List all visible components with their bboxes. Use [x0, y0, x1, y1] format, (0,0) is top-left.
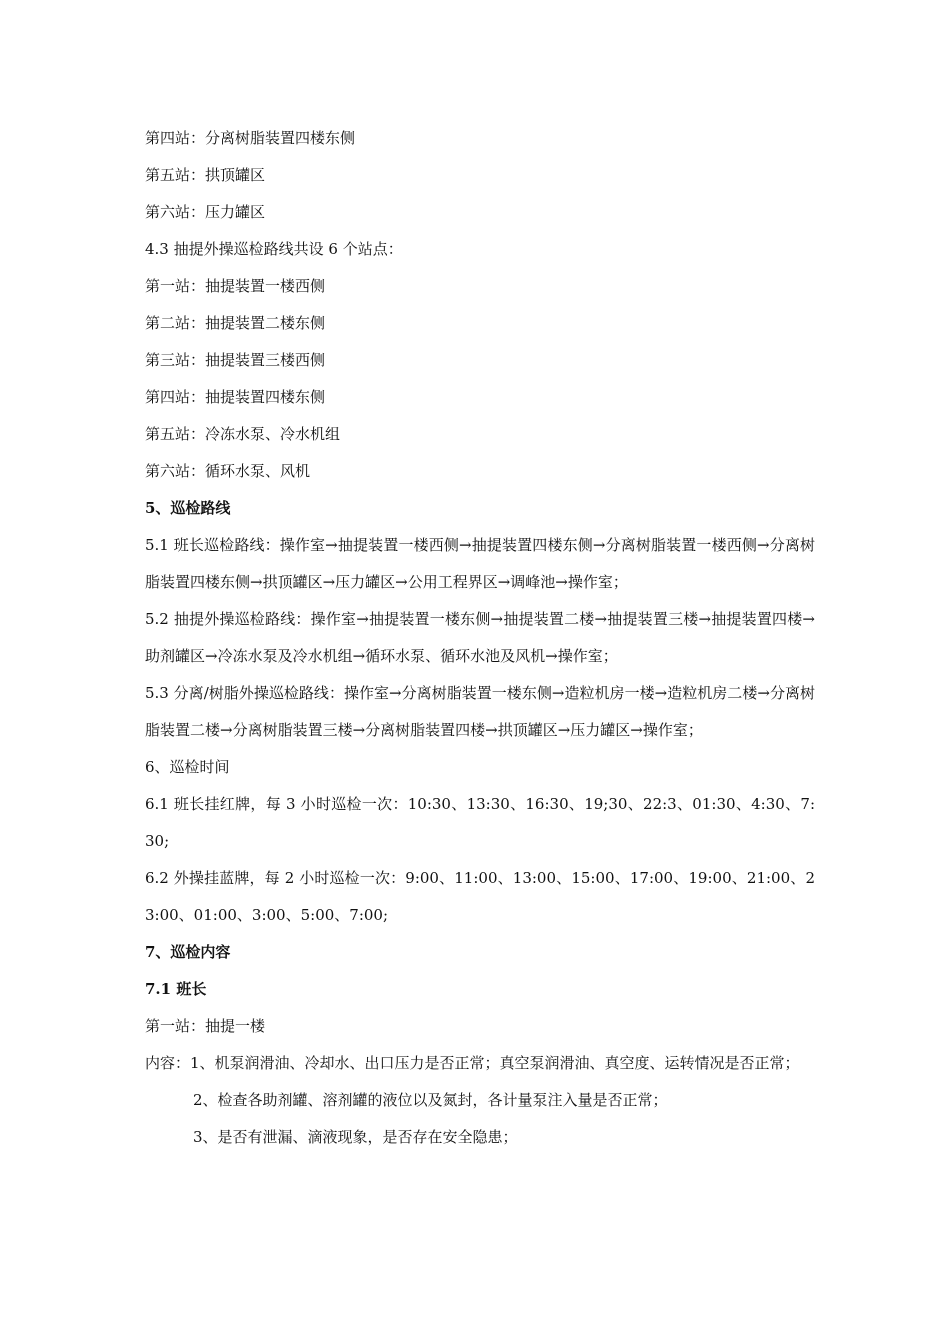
text-line: 2、检查各助剂罐、溶剂罐的液位以及氮封，各计量泵注入量是否正常；: [193, 1091, 668, 1109]
section-heading: 7、巡检内容: [145, 943, 231, 961]
text-line: 第一站：抽提一楼: [145, 1017, 266, 1035]
section-heading: 5、巡检路线: [145, 499, 231, 517]
text-paragraph: 5.3 分离/树脂外操巡检路线：操作室→分离树脂装置一楼东侧→造粒机房一楼→造粒机房二楼→分离树脂装置二楼→分离树脂装置三楼→分离树脂装置四楼→拱顶罐区→压力罐区→操作室；: [145, 684, 815, 739]
text-line: 第四站：抽提装置四楼东侧: [145, 388, 326, 406]
section-heading: 6、巡检时间: [145, 758, 230, 776]
text-paragraph: 内容：1、机泵润滑油、冷却水、出口压力是否正常；真空泵润滑油、真空度、运转情况是否正常；: [145, 1054, 800, 1072]
subsection-heading: 7.1 班长: [145, 980, 207, 998]
text-paragraph: 6.2 外操挂蓝牌，每 2 小时巡检一次：9:00、11:00、13:00、15:00、17:00、19:00、21:00、23:00、01:00、3:00、5:00、7:00;: [145, 869, 815, 924]
text-paragraph: 5.1 班长巡检路线：操作室→抽提装置一楼西侧→抽提装置四楼东侧→分离树脂装置一楼西侧→分离树脂装置四楼东侧→拱顶罐区→压力罐区→公用工程界区→调峰池→操作室；: [145, 536, 815, 591]
text-line: 4.3 抽提外操巡检路线共设 6 个站点：: [145, 240, 403, 258]
text-line: 第四站：分离树脂装置四楼东侧: [145, 129, 356, 147]
text-paragraph: 5.2 抽提外操巡检路线：操作室→抽提装置一楼东侧→抽提装置二楼→抽提装置三楼→抽提装置四楼→助剂罐区→冷冻水泵及冷水机组→循环水泵、循环水池及风机→操作室；: [145, 610, 815, 665]
text-line: 第一站：抽提装置一楼西侧: [145, 277, 326, 295]
text-line: 第三站：抽提装置三楼西侧: [145, 351, 326, 369]
text-line: 第六站：循环水泵、风机: [145, 462, 311, 480]
text-paragraph: 6.1 班长挂红牌，每 3 小时巡检一次：10:30、13:30、16:30、19;30、22:3、01:30、4:30、7:30;: [145, 795, 815, 850]
text-line: 3、是否有泄漏、滴液现象，是否存在安全隐患；: [193, 1128, 518, 1146]
text-line: 第二站：抽提装置二楼东侧: [145, 314, 326, 332]
text-line: 第五站：冷冻水泵、冷水机组: [145, 425, 341, 443]
text-line: 第五站：拱顶罐区: [145, 166, 266, 184]
document-body: [145, 120, 815, 1156]
text-line: 第六站：压力罐区: [145, 203, 266, 221]
